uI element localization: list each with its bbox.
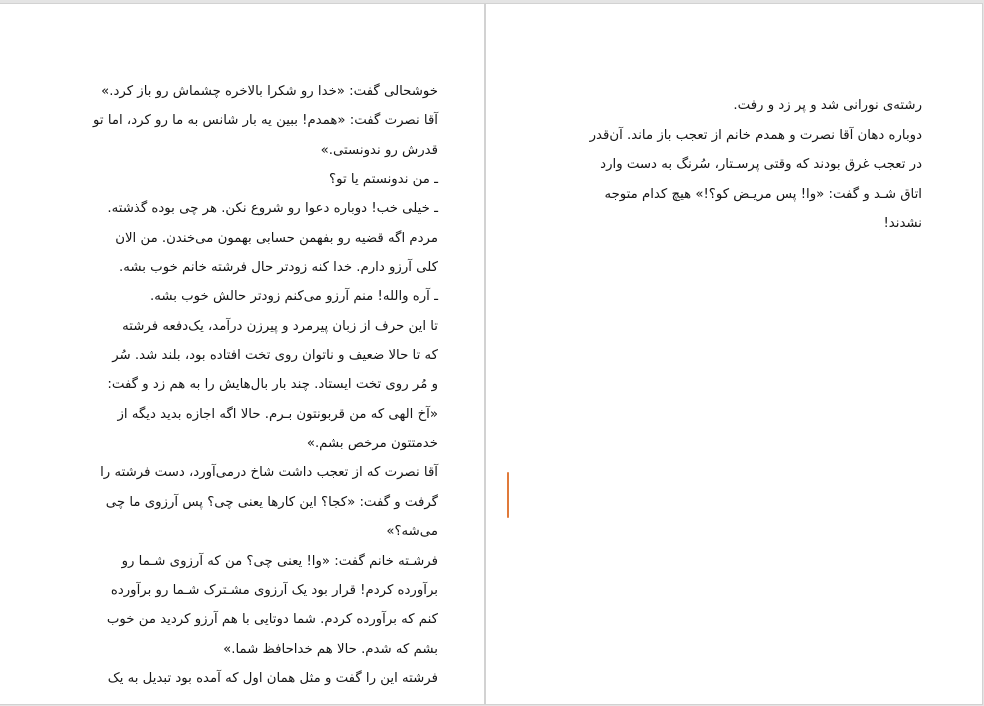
right-page bbox=[486, 4, 982, 704]
text-line: آقا نصرت گفت: «همدم! ببین یه بار شانس به ما رو کرد، اما تو bbox=[93, 113, 438, 129]
text-line: رشته‌ی نورانی شد و پر زد و رفت. bbox=[733, 98, 922, 113]
left-page bbox=[0, 4, 484, 704]
text-line: فرشـته خانم گفت: «وا! یعنی چی؟ من که آرزوی شـما رو bbox=[121, 553, 438, 569]
text-line: تا این حرف از زبان پیرمرد و پیرزن درآمد، یک‌دفعه فرشته bbox=[122, 318, 438, 334]
text-line: «آخ الهی که من قربونتون بـرم. حالا اگه اجازه بدید دیگه از bbox=[117, 406, 438, 422]
text-line: خوشحالی گفت: «خدا رو شکرا بالاخره چشماش رو باز کرد.» bbox=[101, 84, 438, 99]
text-line: کلی آرزو دارم. خدا کنه زودتر حال فرشته خانم خوب بشه. bbox=[119, 260, 438, 276]
text-line: اتاق شـد و گفت: «وا! پس مریـض کو؟!» هیچ کدام متوجه bbox=[604, 186, 922, 202]
text-line: ـ من ندونستم یا تو؟ bbox=[329, 172, 438, 188]
text-line: آقا نصرت که از تعجب داشت شاخ درمی‌آورد، دست فرشته را bbox=[100, 465, 438, 481]
text-line: ـ خیلی خب! دوباره دعوا رو شروع نکن. هر چی بوده گذشته. bbox=[107, 201, 438, 217]
text-line: مردم اگه قضیه رو بفهمن حسابی بهمون می‌خندن. من الان bbox=[115, 230, 438, 246]
text-line: بشم که شدم. حالا هم خداحافظ شما.» bbox=[223, 641, 438, 657]
left-page-text bbox=[93, 77, 438, 693]
text-line: گرفت و گفت: «کجا؟ این کارها یعنی چی؟ پس آرزوی ما چی bbox=[105, 494, 438, 510]
text-line: می‌شه؟» bbox=[386, 524, 438, 540]
text-line: نشدند! bbox=[883, 216, 922, 231]
text-line: کنم که برآورده کردم. شما دوتایی با هم آرزو کردید من خوب bbox=[106, 612, 438, 628]
text-line: قدرش رو ندونستی.» bbox=[320, 142, 438, 158]
text-line: برآورده کردم! قرار بود یک آرزوی مشـترک شـما رو برآورده bbox=[110, 582, 438, 598]
text-line: فرشته این را گفت و مثل همان اول که آمده بود تبدیل به یک bbox=[107, 670, 438, 686]
text-line: و مُر روی تخت ایستاد. چند بار بال‌هایش را به هم زد و گفت: bbox=[107, 377, 438, 393]
text-line: در تعجب غرق بودند که وقتی پرسـتار، سُرنگ به دست وارد bbox=[600, 157, 922, 172]
text-line: که تا حالا ضعیف و ناتوان روی تخت افتاده بود، بلند شد. سُر bbox=[112, 348, 438, 364]
text-line: دوباره دهان آقا نصرت و همدم خانم از تعجب باز ماند. آن‌قدر bbox=[589, 127, 922, 143]
right-page-text bbox=[590, 91, 922, 239]
text-line: خدمتتون مرخص بشم.» bbox=[306, 436, 438, 452]
binding-mark bbox=[507, 472, 509, 518]
text-line: ـ آره والله! منم آرزو می‌کنم زودتر حالش خوب بشه. bbox=[150, 289, 438, 305]
